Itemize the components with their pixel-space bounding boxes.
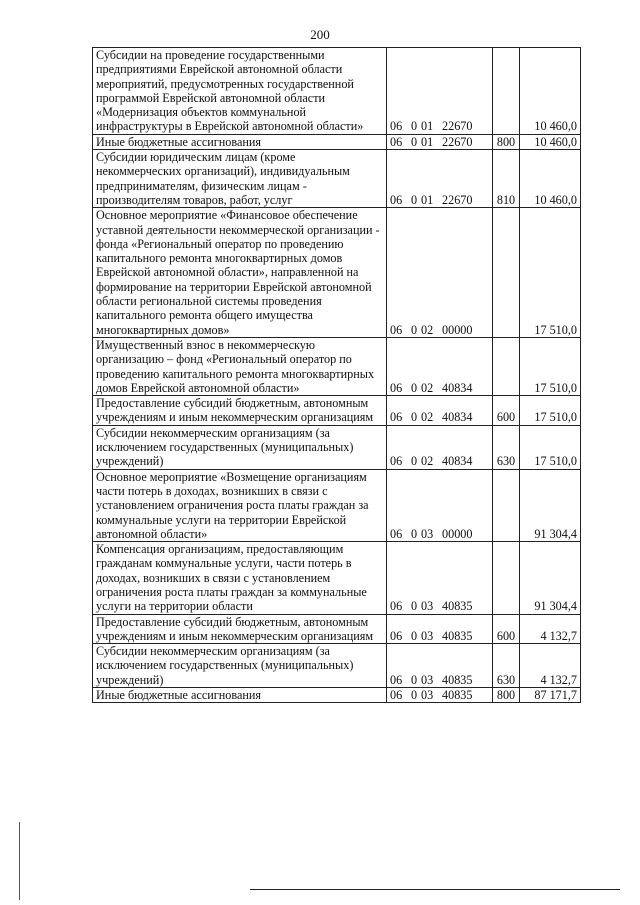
code-part: 22670 [442,119,473,134]
budget-table [92,47,581,703]
code-part: 00000 [442,526,473,541]
code-part: 02 [421,322,434,337]
code-part: 0 [411,410,418,425]
row-target-code [387,425,493,469]
code-part: 03 [421,599,434,614]
scan-edge-mark [19,822,20,900]
code-part: 40835 [442,688,473,703]
row-item-name: Основное мероприятие «Финансовое обеспечение уставной деятельности некоммерческой организации - фонда «Региональный оператор по проведению капитального ремонта многоквартирных домов Еврейской автономной области», направленной на формирование на территории Еврейской автономной области региональной системы проведения капитального ремонта общего имущества многоквартирных домов» [93,208,387,338]
row-amount: 4 132,7 [520,644,581,688]
row-item-name: Имущественный взнос в некоммерческую организацию – фонд «Региональный оператор по проведению капитального ремонта многоквартирных домов Еврейской автономной области» [93,337,387,395]
code-part: 06 [390,119,403,134]
code-part: 06 [390,192,403,207]
code-part: 02 [421,410,434,425]
table-row [93,542,581,614]
table-row [93,134,581,149]
row-item-name: Компенсация организациям, предоставляющим гражданам коммунальные услуги, части потерь в доходах, возникших в связи с установлением ограничения роста платы граждан за коммунальные услуги на территории области [93,542,387,614]
code-part: 06 [390,380,403,395]
code-part: 06 [390,410,403,425]
row-expense-type [493,469,520,541]
table-row [93,337,581,395]
code-part: 06 [390,322,403,337]
row-target-code [387,48,493,135]
code-part: 0 [411,526,418,541]
table-row [93,208,581,338]
code-part: 06 [390,688,403,703]
table-row [93,150,581,208]
row-target-code [387,396,493,426]
row-target-code [387,542,493,614]
row-amount: 4 132,7 [520,614,581,644]
row-expense-type [493,48,520,135]
table-row [93,469,581,541]
code-part: 0 [411,688,418,703]
code-part: 40834 [442,410,473,425]
row-item-name: Субсидии некоммерческим организациям (за исключением государственных (муниципальных) учреждений) [93,644,387,688]
code-part: 0 [411,119,418,134]
row-expense-type: 600 [493,614,520,644]
code-part: 0 [411,134,418,149]
row-expense-type [493,337,520,395]
row-target-code [387,688,493,703]
row-item-name: Предоставление субсидий бюджетным, автономным учреждениям и иным некоммерческим организациям [93,614,387,644]
code-part: 0 [411,454,418,469]
row-item-name: Предоставление субсидий бюджетным, автономным учреждениям и иным некоммерческим организациям [93,396,387,426]
code-part: 03 [421,672,434,687]
code-part: 01 [421,119,434,134]
table-row [93,644,581,688]
code-part: 00000 [442,322,473,337]
row-item-name: Субсидии юридическим лицам (кроме некоммерческих организаций), индивидуальным предпринимателям, физическим лицам - производителям товаров, работ, услуг [93,150,387,208]
code-part: 40834 [442,454,473,469]
table-row [93,48,581,135]
code-part: 06 [390,454,403,469]
page-number: 200 [310,27,330,42]
table-row [93,425,581,469]
row-target-code [387,614,493,644]
row-expense-type: 800 [493,688,520,703]
code-part: 01 [421,192,434,207]
code-part: 01 [421,134,434,149]
code-part: 0 [411,192,418,207]
code-part: 03 [421,688,434,703]
table-row [93,688,581,703]
row-amount: 91 304,4 [520,469,581,541]
code-part: 40834 [442,380,473,395]
row-amount: 17 510,0 [520,208,581,338]
row-target-code [387,644,493,688]
code-part: 40835 [442,672,473,687]
row-target-code [387,134,493,149]
table-row [93,396,581,426]
code-part: 06 [390,599,403,614]
code-part: 22670 [442,134,473,149]
code-part: 06 [390,672,403,687]
scan-edge-line [250,889,620,890]
row-target-code [387,337,493,395]
row-amount: 87 171,7 [520,688,581,703]
code-part: 0 [411,322,418,337]
code-part: 02 [421,454,434,469]
row-expense-type [493,208,520,338]
row-expense-type: 630 [493,425,520,469]
row-amount: 17 510,0 [520,337,581,395]
code-part: 40835 [442,599,473,614]
code-part: 0 [411,672,418,687]
code-part: 06 [390,134,403,149]
code-part: 06 [390,628,403,643]
row-item-name: Субсидии на проведение государственными предприятиями Еврейской автономной области мероприятий, предусмотренных государственной программой Еврейской автономной области «Модернизация объектов коммунальной инфраструктуры в Еврейской автономной области» [93,48,387,135]
row-amount: 10 460,0 [520,134,581,149]
row-amount: 17 510,0 [520,425,581,469]
row-expense-type: 810 [493,150,520,208]
row-expense-type: 630 [493,644,520,688]
row-amount: 91 304,4 [520,542,581,614]
row-item-name: Основное мероприятие «Возмещение организациям части потерь в доходах, возникших в связи с установлением ограничения роста платы граждан за коммунальные услуги на территории Еврейской автономной области» [93,469,387,541]
table-row [93,614,581,644]
code-part: 02 [421,380,434,395]
code-part: 03 [421,526,434,541]
row-amount: 10 460,0 [520,150,581,208]
row-target-code [387,208,493,338]
code-part: 0 [411,380,418,395]
row-expense-type: 600 [493,396,520,426]
row-amount: 17 510,0 [520,396,581,426]
row-item-name: Иные бюджетные ассигнования [93,688,387,703]
row-target-code [387,150,493,208]
row-expense-type [493,542,520,614]
code-part: 03 [421,628,434,643]
row-amount: 10 460,0 [520,48,581,135]
row-item-name: Иные бюджетные ассигнования [93,134,387,149]
code-part: 40835 [442,628,473,643]
row-expense-type: 800 [493,134,520,149]
code-part: 0 [411,628,418,643]
code-part: 0 [411,599,418,614]
row-target-code [387,469,493,541]
code-part: 22670 [442,192,473,207]
code-part: 06 [390,526,403,541]
row-item-name: Субсидии некоммерческим организациям (за исключением государственных (муниципальных) учреждений) [93,425,387,469]
